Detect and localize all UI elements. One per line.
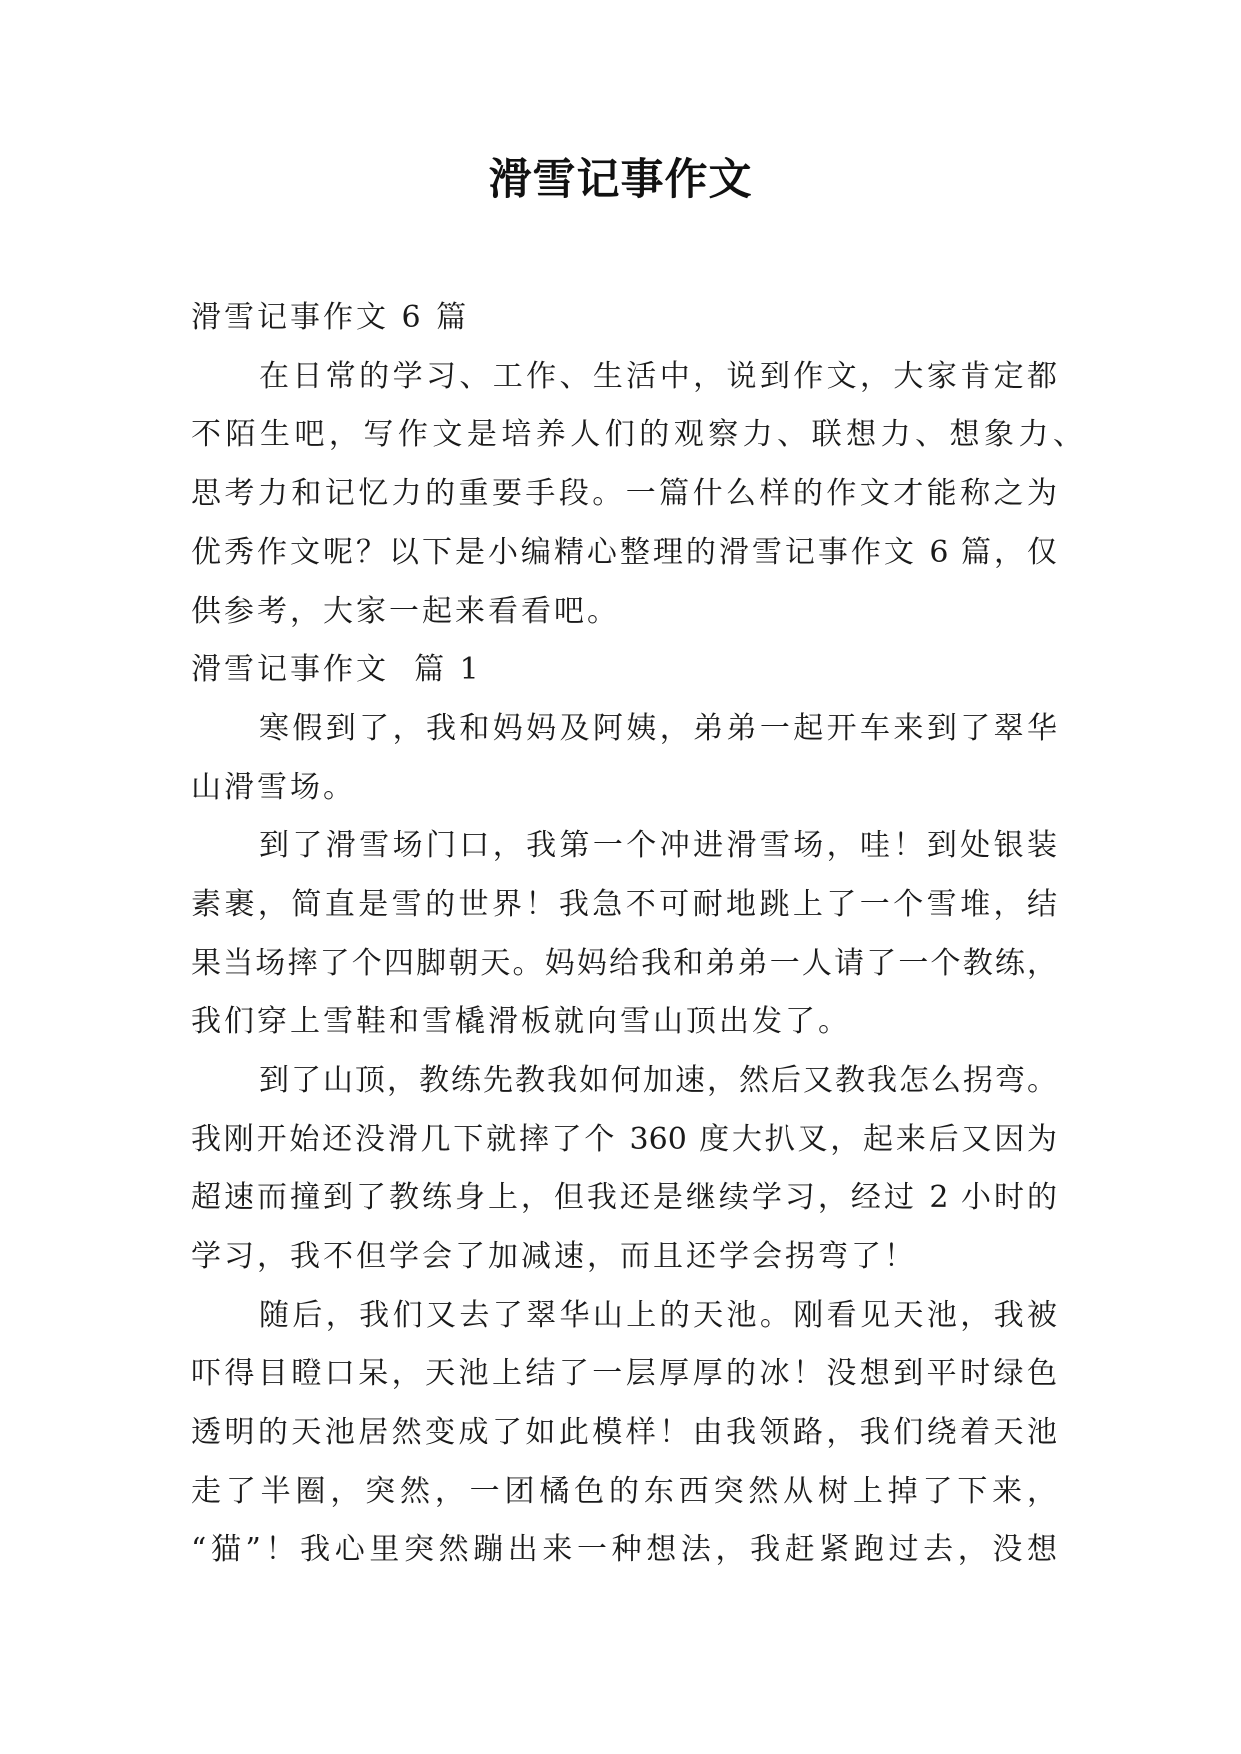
section-heading: 滑雪记事作文 篇 1: [191, 652, 482, 687]
text-line: 思考力和记忆力的重要手段。一篇什么样的作文才能称之为: [191, 476, 1057, 511]
document-title: 滑雪记事作文: [488, 155, 753, 205]
text-line: 到了滑雪场门口，我第一个冲进滑雪场，哇！到处银装: [259, 828, 1057, 863]
text-line: 我刚开始还没滑几下就摔了个 360 度大扒叉，起来后又因为: [191, 1122, 1057, 1157]
document-subtitle: 滑雪记事作文 6 篇: [191, 300, 470, 335]
text-line: 我们穿上雪鞋和雪橇滑板就向雪山顶出发了。: [191, 1004, 851, 1039]
text-line: 超速而撞到了教练身上，但我还是继续学习，经过 2 小时的: [191, 1180, 1057, 1215]
text-line: 到了山顶，教练先教我如何加速，然后又教我怎么拐弯。: [259, 1063, 1057, 1098]
text-line: 在日常的学习、工作、生活中，说到作文，大家肯定都: [259, 359, 1057, 394]
text-line: 不陌生吧，写作文是培养人们的观察力、联想力、想象力、: [191, 417, 1083, 452]
text-line: 寒假到了，我和妈妈及阿姨，弟弟一起开车来到了翠华: [259, 711, 1057, 746]
text-line: 素裹，简直是雪的世界！我急不可耐地跳上了一个雪堆，结: [191, 887, 1057, 922]
text-line: 供参考，大家一起来看看吧。: [191, 594, 620, 629]
text-line: 吓得目瞪口呆，天池上结了一层厚厚的冰！没想到平时绿色: [191, 1356, 1057, 1391]
text-line: 山滑雪场。: [191, 770, 356, 805]
text-line: 透明的天池居然变成了如此模样！由我领路，我们绕着天池: [191, 1415, 1057, 1450]
text-line: “猫”！我心里突然蹦出来一种想法，我赶紧跑过去，没想: [191, 1532, 1057, 1567]
text-line: 学习，我不但学会了加减速，而且还学会拐弯了！: [191, 1239, 917, 1274]
text-line: 优秀作文呢？以下是小编精心整理的滑雪记事作文 6 篇，仅: [191, 535, 1057, 570]
text-line: 走了半圈，突然，一团橘色的东西突然从树上掉了下来，: [191, 1474, 1057, 1509]
text-line: 随后，我们又去了翠华山上的天池。刚看见天池，我被: [259, 1298, 1057, 1333]
text-line: 果当场摔了个四脚朝天。妈妈给我和弟弟一人请了一个教练，: [191, 946, 1057, 981]
